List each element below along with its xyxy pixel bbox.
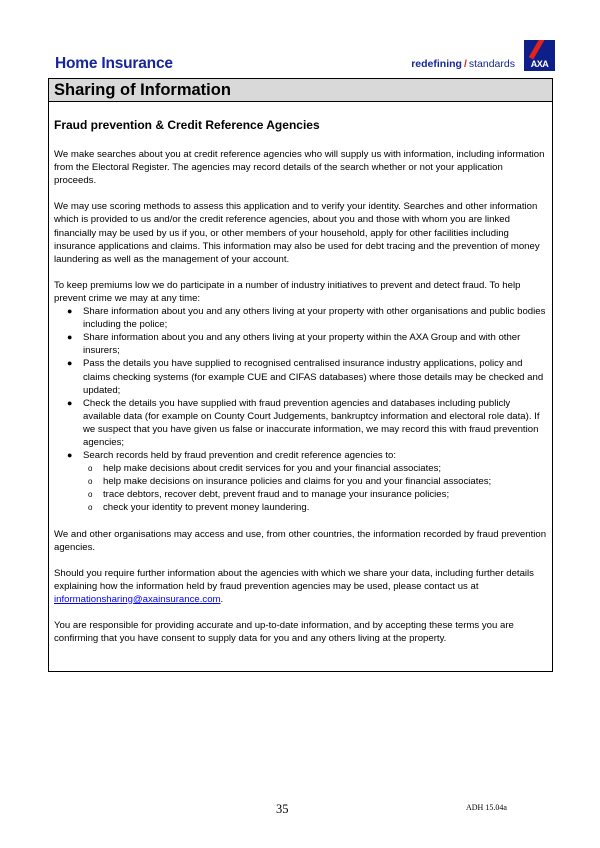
brand-tagline	[411, 58, 515, 70]
axa-logo	[524, 40, 555, 71]
section-title: Sharing of Information	[49, 79, 552, 102]
logo-text: AXA	[530, 59, 549, 69]
bullet-icon: ●	[67, 306, 73, 317]
paragraph-other-countries: We and other organisations may access and use, from other countries, the information recorded by fraud prevention agencies.	[54, 528, 547, 553]
bullet-icon: ●	[67, 358, 73, 369]
logo-stripe	[529, 40, 546, 60]
list-item: ● Share information about you and any others living at your property within the AXA Group and with other insurers;	[67, 332, 521, 357]
page-header	[55, 40, 555, 74]
list-item: ● Search records held by fraud prevention and credit reference agencies to: o help make decisions about credit services for you and your financial associates; o help make decisions on insurance policies and claims for you and your financial associates; o trace debtors, recover debt, prevent fraud and to manage your insurance policies; o check your identity to prevent money laundering.	[54, 449, 547, 514]
document-code: ADH 15.04a	[466, 803, 507, 812]
paragraph-contact: Should you require further information about the agencies with which we share your data, including further details explaining how the information held by fraud prevention agencies may be used, please contact us at informationsharing@axainsurance.com.	[54, 567, 534, 605]
sharing-information-box	[48, 78, 553, 672]
section-content	[49, 102, 552, 645]
bullet-list	[54, 305, 547, 515]
page-number: 35	[276, 802, 289, 816]
tagline-slash: /	[463, 58, 467, 70]
tagline-bold: redefining	[411, 58, 462, 70]
sub-list-item: o help make decisions about credit services for you and your financial associates;	[88, 463, 442, 475]
list-item: ● Check the details you have supplied with fraud prevention agencies and databases including publicly available data (for example on County Court Judgements, bankruptcy information and electoral role data). If we suspect that you have given us false or inaccurate information, we may record this with fraud prevention agencies;	[67, 397, 540, 448]
bullet-icon: ●	[67, 332, 73, 343]
document-title: Home Insurance	[55, 55, 173, 72]
subsection-title: Fraud prevention & Credit Reference Agencies	[54, 118, 320, 132]
paragraph-responsibility: You are responsible for providing accurate and up-to-date information, and by accepting these terms you are confirming that you have consent to supply data for you and any others living at the property.	[54, 620, 514, 645]
sub-bullet-list	[83, 462, 547, 514]
bullet-icon: ●	[67, 397, 73, 408]
tagline-rest: standards	[468, 58, 515, 70]
bullet-icon: ●	[67, 450, 73, 461]
sub-list-item: o help make decisions on insurance policies and claims for you and your financial associates;	[88, 476, 492, 488]
circle-bullet-icon: o	[88, 477, 93, 487]
list-item: ● Share information about you and any others living at your property with other organisations and public bodies including the police;	[67, 306, 546, 331]
email-link[interactable]: informationsharing@axainsurance.com	[54, 593, 221, 605]
sub-list-item: o check your identity to prevent money laundering.	[88, 502, 310, 514]
paragraph-premiums: To keep premiums low we do participate in a number of industry initiatives to prevent and detect fraud. To help prevent crime we may at any time:	[54, 279, 521, 304]
circle-bullet-icon: o	[88, 490, 93, 500]
circle-bullet-icon: o	[88, 464, 93, 474]
paragraph-searches: We make searches about you at credit reference agencies who will supply us with information, including information from the Electoral Register. The agencies may record details of the search whether or not your application proceeds.	[54, 149, 545, 187]
circle-bullet-icon: o	[88, 503, 93, 513]
sub-list-item: o trace debtors, recover debt, prevent fraud and to manage your insurance policies;	[88, 489, 450, 501]
list-item: ● Pass the details you have supplied to recognised centralised insurance industry applications, policy and claims checking systems (for example CUE and CIFAS databases) where those details may be checked and updated;	[67, 358, 544, 396]
paragraph-scoring: We may use scoring methods to assess this application and to verify your identity. Searches and other information which is provided to us and/or the credit reference agencies, about you and those with whom you are linked financially may be used by us if you, or other members of your household, apply for other facilities including insurance applications and claims. This information may also be used for debt tracing and the prevention of money laundering as well as the management of your account.	[54, 201, 540, 265]
